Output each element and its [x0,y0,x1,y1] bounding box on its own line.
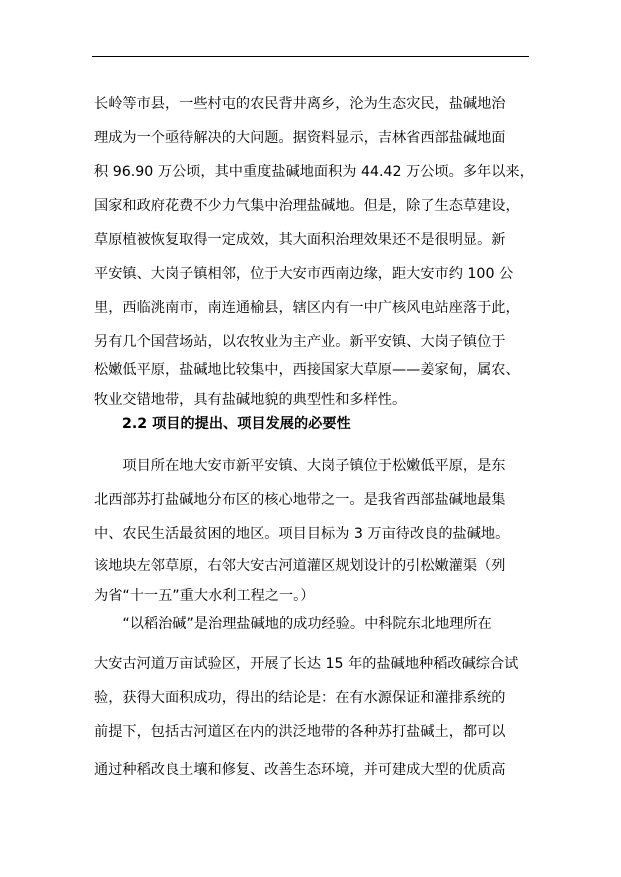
page-header-rule [92,56,529,57]
paragraph-line: 前提下，包括古河道区在内的洪泛地带的各种苏打盐碱土，都可以 [94,724,506,740]
paragraph-line: 另有几个国营场站，以农牧业为主产业。新平安镇、大岗子镇位于 [94,334,506,350]
paragraph-line: 平安镇、大岗子镇相邻，位于大安市西南边缘，距大安市约 100 公 [94,266,514,282]
paragraph-line: 大安古河道万亩试验区，开展了长达 15 年的盐碱地种稻改碱综合试 [94,656,519,672]
paragraph-line: 松嫩低平原，盐碱地比较集中，西接国家大草原——姜家甸，属农、 [94,362,520,378]
paragraph-line: “以稻治碱”是治理盐碱地的成功经验。中科院东北地理所在 [94,616,492,632]
paragraph-line: 该地块左邻草原，右邻大安古河道灌区规划设计的引松嫩灌渠（列 [94,558,506,574]
paragraph-line: 国家和政府花费不少力气集中治理盐碱地。但是，除了生态草建设， [94,198,520,214]
paragraph-line: 积 96.90 万公顷，其中重度盐碱地面积为 44.42 万公顷。多年以来， [94,164,534,180]
paragraph-line: 牧业交错地带，具有盐碱地貌的典型性和多样性。 [94,392,407,408]
paragraph-line: 中、农民生活最贫困的地区。项目目标为 3 万亩待改良的盐碱地。 [94,526,510,542]
paragraph-line: 验，获得大面积成功，得出的结论是：在有水源保证和灌排系统的 [94,690,506,706]
paragraph-line: 北西部苏打盐碱地分布区的核心地带之一。是我省西部盐碱地最集 [94,492,506,508]
paragraph-line: 草原植被恢复取得一定成效，其大面积治理效果还不是很明显。新 [94,232,506,248]
paragraph-line: 为省“十一五”重大水利工程之一。） [94,588,315,604]
paragraph-line: 里，西临洮南市，南连通榆县，辖区内有一中广核风电站座落于此， [94,300,520,316]
paragraph-line: 项目所在地大安市新平安镇、大岗子镇位于松嫩低平原，是东 [94,458,506,474]
paragraph-line: 理成为一个亟待解决的大问题。据资料显示，吉林省西部盐碱地面 [94,130,506,146]
section-heading: 2.2 项目的提出、项目发展的必要性 [122,416,351,432]
paragraph-line: 通过种稻改良土壤和修复、改善生态环境，并可建成大型的优质高 [94,762,506,778]
paragraph-line: 长岭等市县，一些村屯的农民背井离乡，沦为生态灾民，盐碱地治 [94,96,506,112]
